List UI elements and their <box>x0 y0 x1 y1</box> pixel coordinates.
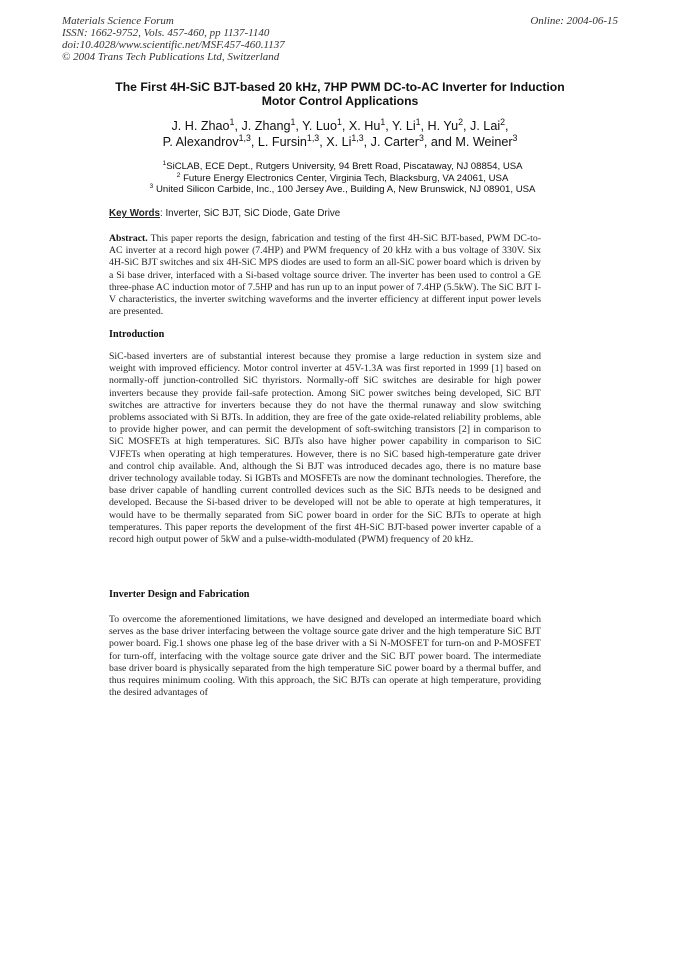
abstract-text: This paper reports the design, fabrication and testing of the first 4H-SiC BJT-based, PWM DC-to-AC inverter at a record high power (7.4HP) and PWM frequency of 20 kHz with a bus voltage of 330V. Six 4H-SiC BJT switches and six 4H-SiC MPS diodes are used to form an all-SiC power board which is driven by a Si base driver, interfaced with a Si-based voltage source driver. The inverter has been used to control a GE three-phase AC induction motor of 7.5HP and has run up to an input power of 7.4HP (5.5kW). The SiC BJT I-V characteristics, the inverter switching waveforms and the inverter efficiency at different input power levels are presented. <box>109 233 541 318</box>
abstract <box>109 233 541 318</box>
affiliation: $^1$SiCLAB, ECE Dept., Rutgers University, 94 Brett Road, Piscataway, NJ 08854, USA <box>162 159 523 172</box>
journal-header <box>62 15 285 63</box>
author: L. Fursin$^{1,3}$, <box>257 132 327 149</box>
keywords-text: Inverter, SiC BJT, SiC Diode, Gate Drive <box>165 208 341 219</box>
online-date: Online: 2004-06-15 <box>530 15 618 27</box>
abstract-label: Abstract. <box>109 233 148 244</box>
keywords-label: Key Words <box>109 208 160 219</box>
introduction-paragraph: SiC-based inverters are of substantial interest because they promise a large reduction in system size and weight with improved efficiency. Motor control inverter at 45V-1.3A was first reported in 1999 [1] based on normally-off junction-controlled SiC thyristors. Normally-off SiC switches are desirable for high power inverters because they provide fail-safe protection. Among SiC power switches being developed, SiC BJT switches are attractive for inverters because they do not have the thermal runaway and slow switching problems associated with Si BJTs. In addition, they are free of the gate oxide-related reliability problems, able to provide higher power, and can permit the development of soft-switching transistors [2] in comparison to SiC MOSFETs at high temperatures. SiC BJTs also have higher power capability in comparison to SiC VJFETs when operating at high temperatures. However, there is no SiC based high-temperature gate driver and control chip available. And, although the Si BJT was introduced decades ago, there is no mature base driver technology available today. Si IGBTs and MOSFETs are now the dominant technologies. Therefore, the base driver capable of handling current controlled devices such as the SiC BJTs needs to be designed and developed. Because the Si-based driver to be developed will not be able to operate at high temperatures, it would have to be thermally separated from SiC power board in order for the SiC BJTs to operate at high temperatures. This paper reports the development of the first 4H-SiC BJT-based power inverter capable of a record high output power of 5kW and a pulse-width-modulated (PWM) frequency of 20 kHz. <box>109 351 541 546</box>
author: Y. Luo$^1$, <box>302 116 349 133</box>
author: J. H. Zhao$^1$, <box>171 116 242 133</box>
copyright-line: © 2004 Trans Tech Publications Ltd, Switzerland <box>62 51 280 63</box>
author-list <box>110 118 570 150</box>
author: X. Li$^{1,3}$, <box>326 132 371 149</box>
keywords: Key Words: Inverter, SiC BJT, SiC Diode, Gate Drive <box>109 208 341 219</box>
section-heading-design: Inverter Design and Fabrication <box>109 589 250 600</box>
author: X. Hu$^1$, <box>348 116 393 133</box>
paper-title: The First 4H-SiC BJT-based 20 kHz, 7HP PWM DC-to-AC Inverter for Induction Motor Control Applications <box>115 80 565 108</box>
issn-line: ISSN: 1662-9752, Vols. 457-460, pp 1137-1140 <box>62 27 270 39</box>
affiliation: $^3$ United Silicon Carbide, Inc., 100 Jersey Ave., Building A, New Brunswick, NJ 08901, USA <box>149 182 536 195</box>
author: Y. Li$^1$, <box>392 116 428 133</box>
author: M. Weiner$^3$ <box>455 132 518 149</box>
design-paragraph: To overcome the aforementioned limitations, we have designed and developed an intermediate board which serves as the base driver interfacing between the voltage source gate driver and the high temperature SiC BJT power board. Fig.1 shows one phase leg of the base driver with a Si N-MOSFET for turn-on and P-MOSFET for turn-off, interfacing with the voltage source gate driver and the SiC BJT power board. The intermediate base driver board is physically separated from the high temperature SiC power board by a thermal buffer, and thus requires minimum cooling. With this approach, the SiC BJTs can operate at high temperature, providing the desired advantages of <box>109 614 541 699</box>
doi-line[interactable]: doi:10.4028/www.scientific.net/MSF.457-460.1137 <box>62 39 285 51</box>
journal-name: Materials Science Forum <box>62 15 174 27</box>
author: P. Alexandrov$^{1,3}$, <box>162 132 258 149</box>
section-heading-introduction: Introduction <box>109 329 165 340</box>
affiliation: $^2$ Future Energy Electronics Center, Virginia Tech, Blacksburg, VA 24061, USA <box>176 171 509 184</box>
author: J. Lai$^2$, <box>470 116 509 133</box>
author: H. Yu$^2$, <box>427 116 471 133</box>
author: J. Carter$^3$, and <box>370 132 456 149</box>
author: J. Zhang$^1$, <box>241 116 303 133</box>
affiliation-list <box>110 161 575 196</box>
